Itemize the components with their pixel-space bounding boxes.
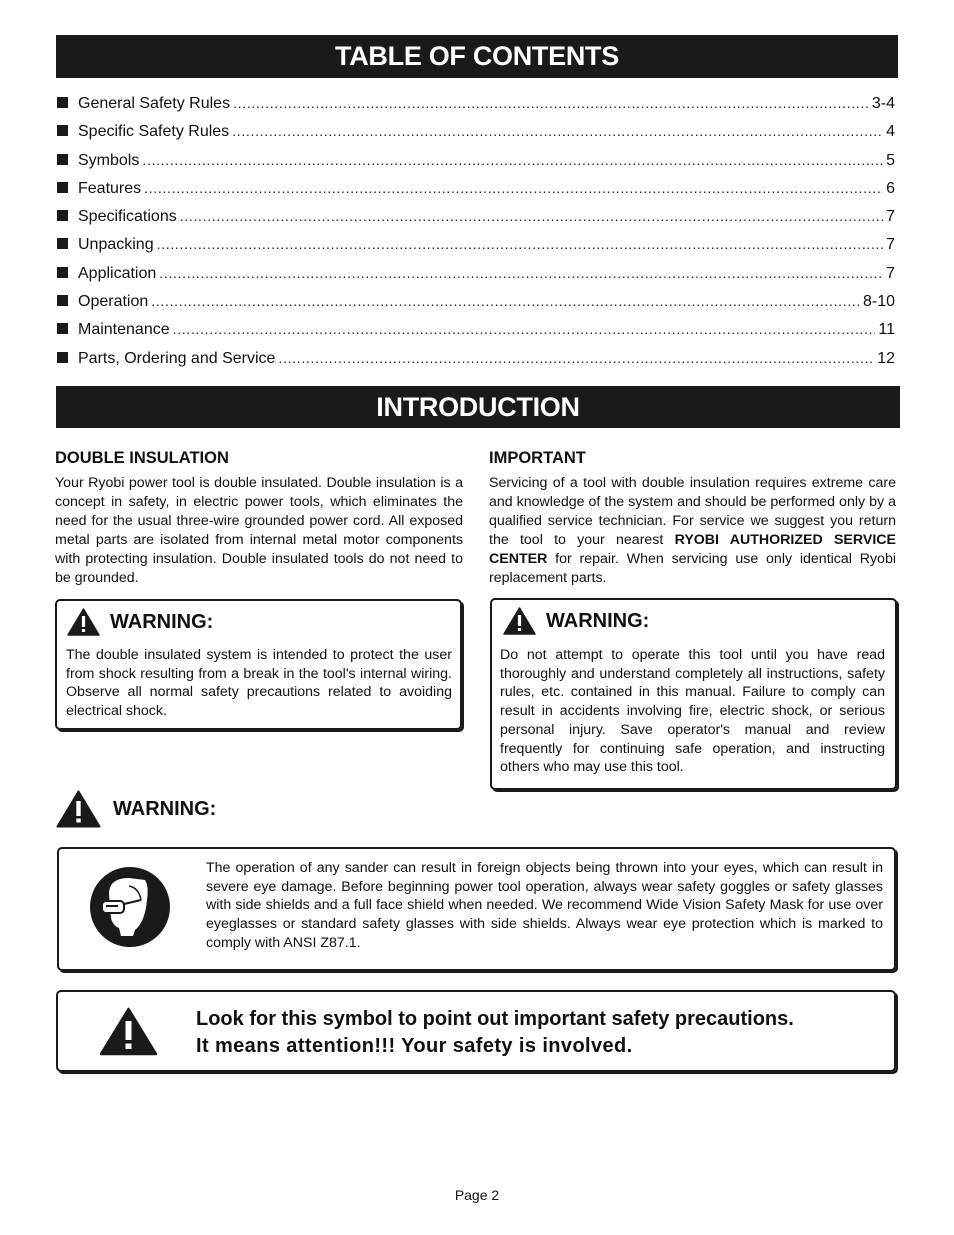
important-heading: IMPORTANT	[489, 449, 586, 467]
toc-item-page: 4	[886, 123, 895, 141]
warning-label: WARNING:	[110, 610, 214, 633]
double-insulation-warning-text: The double insulated system is intended to protect the user from shock resulting from a break in the tool's internal wiring. Observe all normal safety precautions related to avoiding electrical shock.	[66, 647, 452, 720]
toc-item-label: Operation	[78, 293, 149, 311]
manual-warning-text: Do not attempt to operate this tool until you have read thoroughly and understand completely all instructions, safety rules, etc. contained in this manual. Failure to comply can result in accidents involving fire, electric shock, or serious personal injury. Save operator's manual and review frequently for continuing safe operation, and instructing others who may use this tool.	[500, 647, 885, 776]
toc-item-page: 3-4	[871, 95, 895, 112]
square-bullet-icon	[57, 182, 68, 193]
toc-leader	[173, 321, 876, 337]
toc-item-page: 7	[886, 264, 895, 282]
toc-item-label: Symbols	[78, 151, 140, 169]
toc-leader	[180, 208, 883, 224]
square-bullet-icon	[57, 352, 68, 363]
toc-item-page: 7	[886, 208, 895, 226]
toc-item-label: Maintenance	[78, 321, 170, 339]
warning-triangle-icon	[67, 608, 100, 636]
toc-list	[57, 95, 895, 378]
warning-triangle-icon	[503, 607, 536, 635]
square-bullet-icon	[57, 210, 68, 221]
square-bullet-icon	[57, 97, 68, 108]
warning-triangle-icon	[56, 790, 101, 828]
toc-item-page: 8-10	[862, 293, 895, 311]
toc-item[interactable]	[57, 236, 895, 264]
toc-leader	[144, 180, 883, 196]
warning-triangle-icon	[99, 1007, 158, 1056]
warning-label: WARNING:	[546, 609, 650, 632]
toc-item-label: Specifications	[78, 208, 177, 226]
toc-item-label: Application	[78, 264, 157, 282]
toc-leader	[278, 350, 874, 366]
warning-title	[67, 608, 213, 636]
toc-item-label: Features	[78, 179, 142, 197]
eye-protection-warning-text: The operation of any sander can result in foreign objects being thrown into your eyes, which can result in severe eye damage. Before beginning power tool operation, always wear safety goggles or safety glasses with side shields and a full face shield when needed. We recommend Wide Vision Safety Mask for use over eyeglasses or standard safety glasses with side shields. Always wear eye protection which is marked to comply with ANSI Z87.1.	[206, 860, 883, 951]
important-text-part: Servicing of a tool with double insulation requires extreme care and knowledge of the system and should be performed only by a qualified service technician. For service we suggest you return the tool to your nearest	[489, 475, 896, 548]
toc-item[interactable]	[57, 293, 895, 321]
safety-symbol-message	[196, 1006, 794, 1060]
square-bullet-icon	[57, 238, 68, 249]
eye-protection-icon	[89, 866, 171, 948]
square-bullet-icon	[57, 323, 68, 334]
toc-leader	[142, 152, 883, 168]
toc-item[interactable]	[57, 265, 895, 293]
toc-leader	[151, 293, 860, 309]
square-bullet-icon	[57, 154, 68, 165]
important-text-part: for repair. When servicing use only identical Ryobi replacement parts.	[489, 550, 896, 586]
page-number: Page 2	[454, 1187, 500, 1203]
warning-label: WARNING:	[113, 797, 217, 820]
square-bullet-icon	[57, 295, 68, 306]
toc-title: TABLE OF CONTENTS	[56, 35, 898, 78]
warning-title	[503, 607, 649, 635]
toc-item-label: General Safety Rules	[78, 95, 231, 112]
toc-item-page: 7	[886, 236, 895, 254]
double-insulation-text: Your Ryobi power tool is double insulated. Double insulation is a concept in safety, in electric power tools, which eliminates the need for the usual three-wire grounded power cord. All exposed metal parts are isolated from internal metal motor components with protecting insulation. Double insulated tools do not need to be grounded.	[55, 475, 463, 586]
toc-item[interactable]	[57, 95, 895, 123]
toc-item-label: Parts, Ordering and Service	[78, 349, 276, 367]
toc-item[interactable]	[57, 350, 895, 378]
safety-symbol-line: Look for this symbol to point out important safety precautions.	[196, 1008, 794, 1030]
safety-symbol-line: It means attention!!! Your safety is involved.	[196, 1035, 633, 1057]
toc-item[interactable]	[57, 180, 895, 208]
service-center-name: RYOBI AUTHORIZED SERVICE CENTER	[489, 531, 896, 567]
toc-item[interactable]	[57, 123, 895, 151]
square-bullet-icon	[57, 125, 68, 136]
toc-leader	[157, 236, 883, 252]
toc-item[interactable]	[57, 152, 895, 180]
toc-item-page: 11	[878, 321, 895, 339]
toc-item[interactable]	[57, 208, 895, 236]
toc-item-label: Unpacking	[78, 236, 154, 254]
warning-title	[56, 790, 216, 828]
double-insulation-heading: DOUBLE INSULATION	[55, 449, 229, 467]
toc-item-label: Specific Safety Rules	[78, 123, 230, 141]
toc-item-page: 12	[877, 349, 895, 367]
toc-leader	[232, 123, 883, 139]
introduction-title: INTRODUCTION	[56, 386, 900, 428]
toc-item-page: 6	[886, 179, 895, 197]
toc-leader	[233, 95, 869, 111]
important-text	[489, 474, 896, 587]
toc-leader	[159, 265, 883, 281]
toc-item[interactable]	[57, 321, 895, 349]
toc-item-page: 5	[886, 151, 895, 169]
square-bullet-icon	[57, 267, 68, 278]
